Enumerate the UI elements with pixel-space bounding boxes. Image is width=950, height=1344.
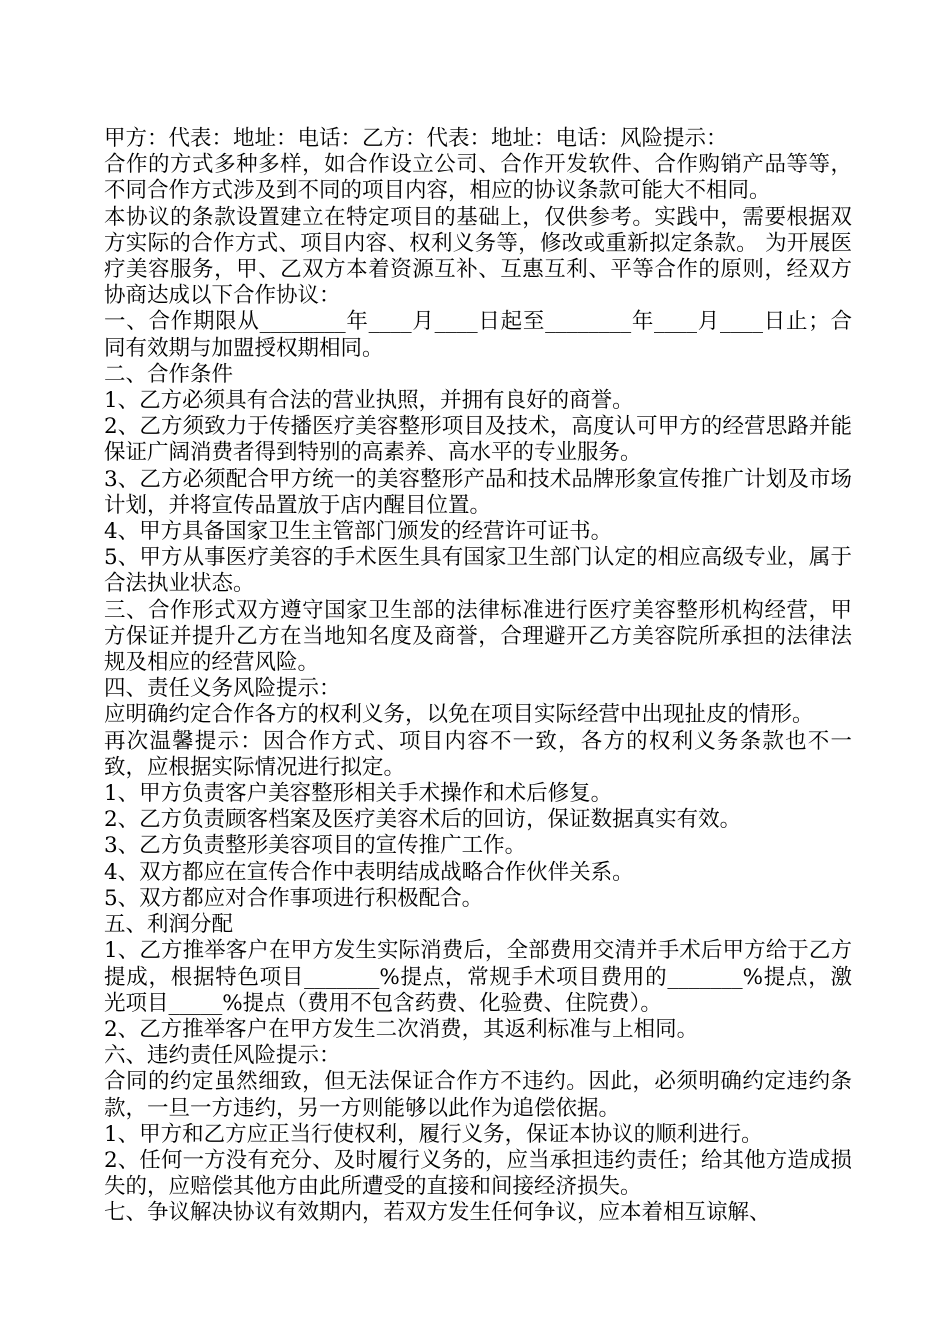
section-paragraph: 七、争议解决协议有效期内，若双方发生任何争议，应本着相互谅解、 xyxy=(104,1200,771,1226)
risk-note-paragraph: 合同的约定虽然细致，但无法保证合作方不违约。因此，必须明确约定违约条款，一旦一方违约，另一方则能够以此作为追偿依据。 xyxy=(104,1069,852,1121)
clause-item: 2、任何一方没有充分、及时履行义务的，应当承担违约责任；给其他方造成损失的，应赔偿其他方由此所遭受的直接和间接经济损失。 xyxy=(104,1147,852,1200)
risk-note-paragraph: 应明确约定合作各方的权利义务，以免在项目实际经营中出现扯皮的情形。 xyxy=(104,702,814,728)
section-heading: 四、责任义务风险提示： xyxy=(104,676,341,702)
clause-item: 4、甲方具备国家卫生主管部门颁发的经营许可证书。 xyxy=(104,519,613,545)
clause-item: 1、甲方和乙方应正当行使权利，履行义务，保证本协议的顺利进行。 xyxy=(104,1121,763,1147)
document-body xyxy=(104,126,852,1227)
clause-item: 3、乙方负责整形美容项目的宣传推广工作。 xyxy=(104,833,527,859)
clause-item: 5、双方都应对合作事项进行积极配合。 xyxy=(104,885,484,911)
section-heading: 五、利润分配 xyxy=(104,912,234,938)
risk-note-paragraph: 再次温馨提示：因合作方式、项目内容不一致，各方的权利义务条款也不一致，应根据实际情况进行拟定。 xyxy=(104,728,852,780)
term-clause: 一、合作期限从________年____月____日起至________年____月____日止；合同有效期与加盟授权期相同。 xyxy=(104,309,852,361)
clause-item: 1、乙方推举客户在甲方发生实际消费后，全部费用交清并手术后甲方给于乙方提成，根据特色项目_______%提点，常规手术项目费用的_______%提点，激光项目_____%提点（费用不包含药费、化验费、住院费）。 xyxy=(104,938,852,1016)
section-heading: 六、违约责任风险提示： xyxy=(104,1043,341,1069)
section-paragraph: 三、合作形式双方遵守国家卫生部的法律标准进行医疗美容整形机构经营，甲方保证并提升乙方在当地知名度及商誉，合理避开乙方美容院所承担的法律法规及相应的经营风险。 xyxy=(104,597,852,676)
clause-item: 5、甲方从事医疗美容的手术医生具有国家卫生部门认定的相应高级专业，属于合法执业状态。 xyxy=(104,545,852,597)
clause-item: 4、双方都应在宣传合作中表明结成战略合作伙伴关系。 xyxy=(104,859,634,885)
clause-item: 2、乙方负责顾客档案及医疗美容术后的回访，保证数据真实有效。 xyxy=(104,807,742,833)
risk-note-paragraph: 合作的方式多种多样，如合作设立公司、合作开发软件、合作购销产品等等，不同合作方式涉及到不同的项目内容，相应的协议条款可能大不相同。 xyxy=(104,152,852,204)
party-info-line: 甲方：代表：地址：电话：乙方：代表：地址：电话：风险提示： xyxy=(104,126,728,151)
clause-item: 2、乙方须致力于传播医疗美容整形项目及技术，高度认可甲方的经营思路并能保证广阔消费者得到特别的高素养、高水平的专业服务。 xyxy=(104,414,852,466)
clause-item: 2、乙方推举客户在甲方发生二次消费，其返利标准与上相同。 xyxy=(104,1016,699,1042)
preamble-paragraph: 本协议的条款设置建立在特定项目的基础上，仅供参考。实践中，需要根据双方实际的合作方式、项目内容、权利义务等，修改或重新拟定条款。 为开展医疗美容服务，甲、乙双方本着资源互补、互惠互利、平等合作的原则，经双方协商达成以下合作协议： xyxy=(104,204,852,309)
clause-item: 1、乙方必须具有合法的营业执照，并拥有良好的商誉。 xyxy=(104,388,634,414)
clause-item: 1、甲方负责客户美容整形相关手术操作和术后修复。 xyxy=(104,781,613,807)
section-heading: 二、合作条件 xyxy=(104,361,234,387)
clause-item: 3、乙方必须配合甲方统一的美容整形产品和技术品牌形象宣传推广计划及市场计划，并将宣传品置放于店内醒目位置。 xyxy=(104,466,852,518)
